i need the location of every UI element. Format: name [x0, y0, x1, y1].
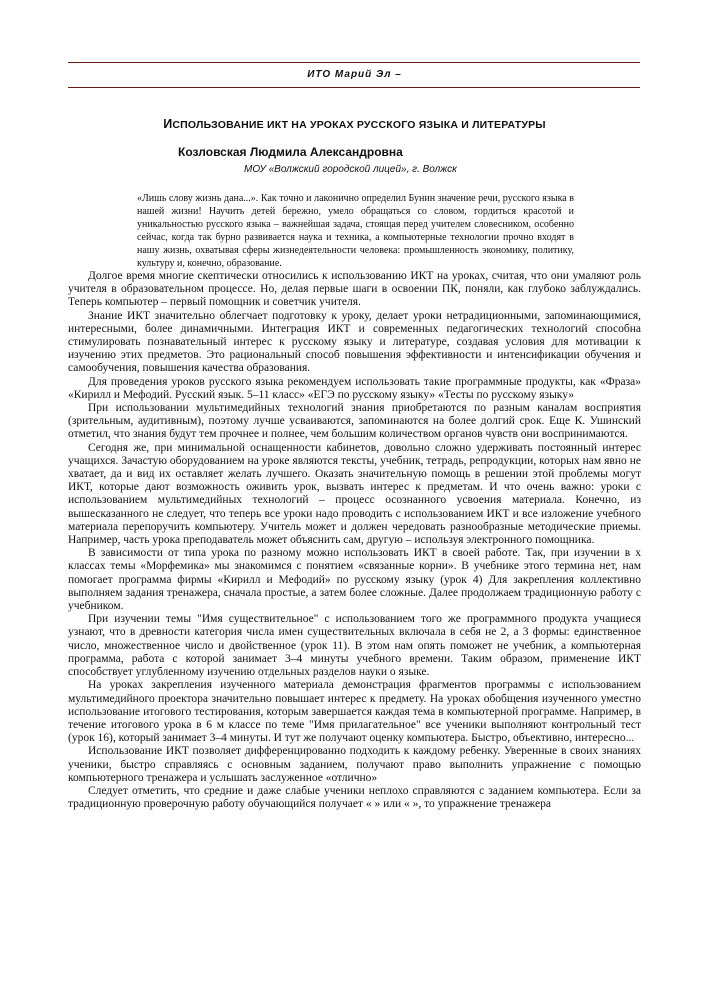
- author-name: Козловская Людмила Александровна: [178, 145, 403, 159]
- title-rest: СПОЛЬЗОВАНИЕ ИКТ НА УРОКАХ РУССКОГО ЯЗЫКА И ЛИТЕРАТУРЫ: [172, 119, 546, 131]
- running-head: ИТО Марий Эл –: [307, 69, 402, 80]
- paragraph: Использование ИКТ позволяет дифференцированно подходить к каждому ребенку. Уверенные в своих знаниях ученики, быстро справляясь с основным заданием, получают право выполнить упражнение с помощью компьютерного тренажера и услышать заслуженное «отлично»: [68, 745, 641, 784]
- paragraph: Долгое время многие скептически относились к использованию ИКТ на уроках, считая, что они умаляют роль учителя в образовательном процессе. Но, делая первые шаги в освоении ПК, поняли, как глубоко заблуждались. Теперь компьютер – первый помощник и советчик учителя.: [68, 270, 641, 309]
- paragraph: Сегодня же, при минимальной оснащенности кабинетов, довольно сложно удерживать постоянный интерес учащихся. Зачастую оборудованием на уроке являются тексты, учебник, тетрадь, репродукции, которых нам явно не хватает, да и вид их оставляет желать лучшего. Оказать значительную помощь в решении этой проблемы могут ИКТ, которые дают возможность оживить урок, вызвать интерес к предметам. И что очень важно: уроки с использованием мультимедийных технологий – процесс осознанного усвоения материала. Конечно, из вышесказанного не следует, что теперь все уроки надо проводить с использованием ИКТ и все изложение учебного материала перепоручить компьютеру. Учитель может и должен чередовать разнообразные методические приемы. Например, часть урока преподаватель может объяснить сам, другую – используя электронного помощника.: [68, 441, 641, 547]
- paragraph: При изучении темы "Имя существительное" с использованием того же программного продукта учащиеся узнают, что в древности категория числа имен существительных включала в себя не 2, а 3 формы: единственное число, множественное число и двойственное (урок 11). В этом нам опять поможет не учебник, а компьютерная программа, работа с которой занимает 3–4 минуты учебного времени. Таким образом, применение ИКТ способствует углубленному изучению отдельных разделов науки о языке.: [68, 613, 641, 679]
- paragraph: Знание ИКТ значительно облегчает подготовку к уроку, делает уроки нетрадиционными, запоминающимися, интересными, более динамичными. Интеграция ИКТ и современных педагогических технологий способна стимулировать познавательный интерес к русскому языку и литературе, создавая условия для мотивации к изучению этих предметов. Это рациональный способ повышения эффективности и интенсификации обучения и самообучения, повышения качества образования.: [68, 309, 641, 375]
- epigraph: «Лишь слову жизнь дана...». Как точно и лаконично определил Бунин значение речи, русского языка в нашей жизни! Научить детей бережно, умело обращаться со словом, гордиться красотой и уникальностью русского языка – важнейшая задача, стоящая перед учителем словесником, особенно сейчас, когда так бурно развивается наука и техника, а компьютерные технологии прочно входят в нашу жизнь, охватывая сферы жизнедеятельности человека: промышленность экономику, политику, культуру и, конечно, образование.: [137, 193, 574, 270]
- paragraph: Для проведения уроков русского языка рекомендуем использовать такие программные продукты, как «Фраза» «Кирилл и Мефодий. Русский язык. 5–11 класс» «ЕГЭ по русскому языку» «Тесты по русскому языку»: [68, 375, 641, 401]
- author-affiliation: МОУ «Волжский городской лицей», г. Волжск: [244, 164, 457, 175]
- article-body: [68, 270, 641, 811]
- header-bottom-rule: [68, 87, 640, 88]
- paragraph: Следует отметить, что средние и даже слабые ученики неплохо справляются с заданием компьютера. Если за традиционную проверочную работу обучающийся получает « » или « », то упражнение тренажера: [68, 784, 641, 811]
- article-title: [0, 117, 709, 131]
- title-initial: И: [163, 117, 173, 131]
- paragraph: На уроках закрепления изученного материала демонстрация фрагментов программы с использованием мультимедийного проектора значительно повышает интерес к предмету. На уроках обобщения изученного уместно использование итогового тестирования, которым завершается каждая тема в компьютерной программе. Например, в течение итогового урока в 6 м классе по теме "Имя прилагательное" все ученики выполняют контрольный тест (урок 16), который занимает 3–4 минуты. И тут же получают оценку компьютера. Быстро, объективно, интересно...: [68, 679, 641, 745]
- paragraph: При использовании мультимедийных технологий знания приобретаются по разным каналам восприятия (зрительным, аудитивным), поэтому лучше усваиваются, запоминаются на более долгий срок. Еще К. Ушинский отметил, что знания будут тем прочнее и полнее, чем большим количеством органов чувств они воспринимаются.: [68, 402, 641, 441]
- paragraph: В зависимости от типа урока по разному можно использовать ИКТ в своей работе. Так, при изучении в х классах темы «Морфемика» мы знакомимся с понятием «связанные корни». В учебнике этого термина нет, нам помогает программа фирмы «Кирилл и Мефодий» по русскому языку (урок 4) Для закрепления коллективно выполняем задания тренажера, сначала простые, а затем более сложные. Далее продолжаем традиционную работу с учебником.: [68, 547, 641, 613]
- header-top-rule: [68, 62, 640, 63]
